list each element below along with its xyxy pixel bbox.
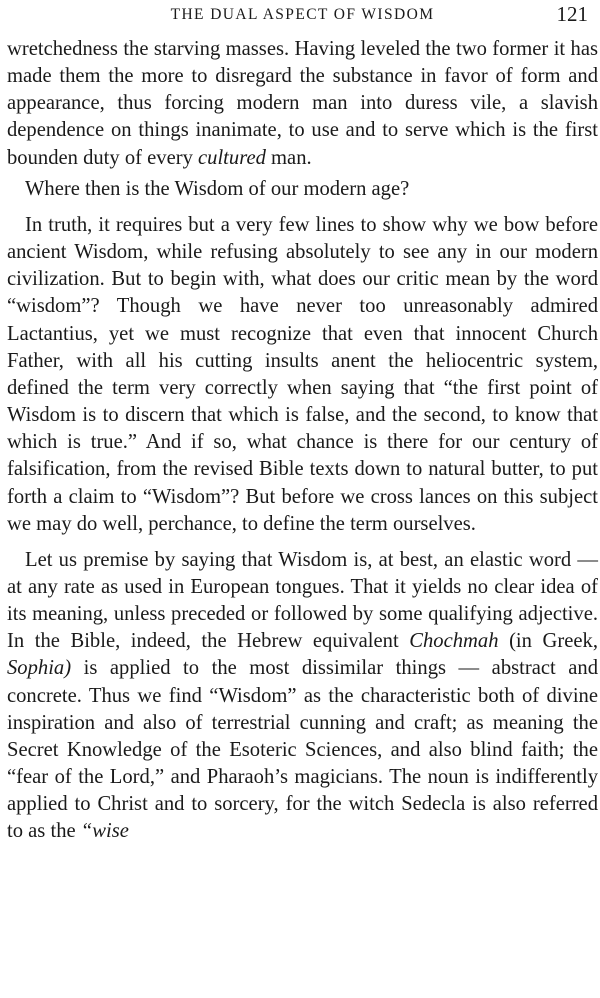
paragraph-1-text-b: man.: [265, 146, 312, 169]
paragraph-3: [7, 212, 598, 538]
paragraph-1-italic-cultured: cultured: [198, 146, 266, 169]
running-title: THE DUAL ASPECT OF WISDOM: [170, 6, 435, 23]
paragraph-4-text-b: (in Greek,: [498, 630, 598, 653]
paragraph-3-text: In truth, it requires but a very few lines to show why we bow before ancient Wisdom, while refusing absolutely to see any in our modern civilization. But to begin with, what does our critic mean by the word “wisdom”? Though we have never too unreasonably admired Lactantius, yet we must recognize that even that innocent Church Father, with all his cutting insults anent the heliocentric system, defined the term very correctly when saying that “the first point of Wisdom is to discern that which is false, and the second, to know that which is true.” And if so, what chance is there for our century of falsification, from the revised Bible texts down to natural butter, to put forth a claim to “Wisdom”? But before we cross lances on this subject we may do well, perchance, to define the term ourselves.: [7, 213, 598, 535]
paragraph-4: [7, 547, 598, 846]
paragraph-4-text-a: Let us premise by saying that Wisdom is, at best, an elastic word — at any rate as used in European tongues. That it yields no clear idea of its meaning, unless preceded or followed by some qualifying adjective. In the Bible, indeed, the Hebrew equivalent: [7, 548, 598, 653]
running-head: [7, 0, 598, 36]
paragraph-2: [7, 176, 598, 203]
paragraph-2-text: Where then is the Wisdom of our modern age?: [25, 177, 410, 200]
paragraph-4-text-c: is applied to the most dissimilar things — abstract and concrete. Thus we find “Wisdom” as the characteristic both of divine inspiration and also of terrestrial cunning and craft; as meaning the Secret Knowledge of the Esoteric Sciences, and also blind faith; the “fear of the Lord,” and Pharaoh’s magicians. The noun is indifferently applied to Christ and to sorcery, for the witch Sedecla is also referred to as the: [7, 657, 598, 843]
body-text: [7, 36, 598, 846]
paragraph-1-text-a: wretchedness the starving masses. Having leveled the two former it has made them the more to disregard the substance in favor of form and appearance, thus forcing modern man into duress vile, a slavish dependence on things inanimate, to use and to serve which is the first bounden duty of every: [7, 38, 598, 169]
paragraph-4-italic-chochmah: Chochmah: [409, 630, 499, 653]
paragraph-4-italic-wise: “wise: [80, 820, 129, 843]
page-number: 121: [556, 2, 588, 26]
paragraph-4-italic-sophia: Sophia): [7, 657, 72, 680]
paragraph-1: [7, 36, 598, 172]
